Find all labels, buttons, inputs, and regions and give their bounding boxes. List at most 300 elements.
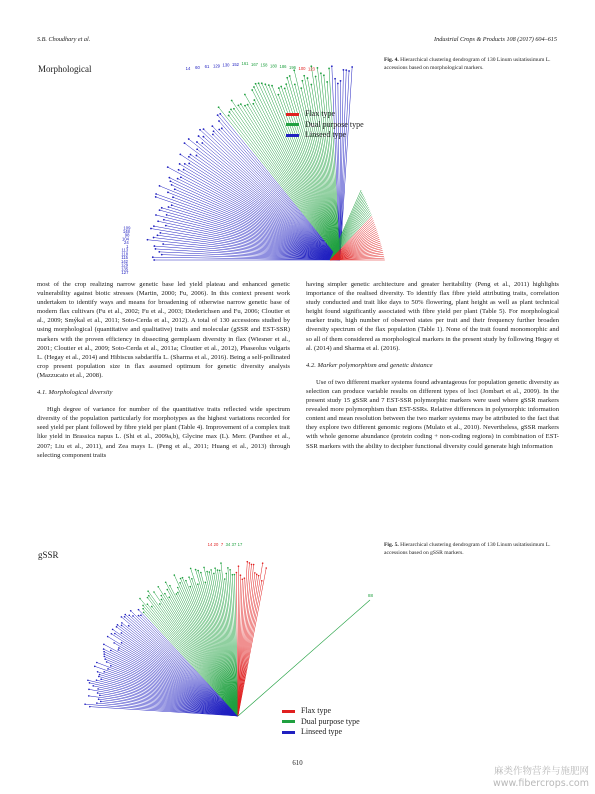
dendrogram-tip: [153, 237, 155, 239]
dendrogram-tip: [111, 633, 113, 635]
dendrogram-tip: [103, 651, 105, 653]
dendrogram-tip: [278, 87, 280, 89]
dendrogram-tip: [342, 69, 344, 71]
dendrogram-tip: [168, 177, 170, 179]
section-heading-4-2: 4.2. Marker polymorphism and genetic distance: [306, 361, 433, 369]
dendrogram-tip: [178, 169, 180, 171]
dendrogram-tip: [148, 595, 150, 597]
watermark-line-2: www.fibercrops.com: [492, 778, 589, 789]
right-paragraph-2: Use of two different marker systems found advantageous for population genetic diversity as selection can produce variable results on different types of loci (Jombart et al., 2009). In the present study 15 gSSR and 7 EST-SSR polymorphic markers were used where gSSR markers revealed more polymorphism than EST-SSRs. Relative differences in polymorphic information content and mean resolution between the two marker systems may be attributed to the fact that they explore two different genomic regions (Mulato et al., 2010). Nevertheless, gSSR markers with whole genome abundance (protein coding + non-coding regions) in combination of EST-SSR markers with the ability to decipher functional diversity could generate high information: [306, 378, 559, 450]
dendrogram-tip: [176, 593, 178, 595]
dendrogram-tip: [153, 591, 155, 593]
caption-label: Fig. 4.: [384, 57, 399, 63]
dendrogram-tip: [188, 156, 190, 158]
dendrogram-tip: [211, 125, 213, 127]
dendrogram-tip: [98, 676, 100, 678]
dendrogram-tip: [209, 571, 211, 573]
tip-label: 1: [126, 243, 129, 249]
watermark-line-1: 麻类作物营养与施肥网: [493, 766, 589, 777]
tip-label: 104: [122, 236, 130, 242]
dendrogram-tip: [128, 625, 130, 627]
dendrogram-tip: [159, 185, 161, 187]
dendrogram-tip: [159, 232, 161, 234]
dendrogram-tip: [88, 695, 90, 697]
tip-label: 161: [241, 61, 249, 66]
dendrogram-tip: [300, 87, 302, 89]
tip-label: 115: [121, 255, 129, 261]
running-header-journal: Industrial Crops & Products 108 (2017) 604–615: [434, 36, 557, 43]
left-paragraph-2: High degree of variance for number of the quantitative traits reflected wide spectrum diversity of the population particularly for morphotypes as the highest variations recorded for seed yield per plant followed by fibre yield per plant (Table 4). Improvement of a complex trait like yield in Brassica napus L. (Shi et al., 2009a,b), Glycine max (L). Merr. (Panthee et al., 2007; Liu et al., 2011), and Zea mays L. (Peng et al., 2011; Huang et al., 2013) through selecting component traits: [37, 406, 290, 459]
legend-label: Dual purpose type: [301, 716, 360, 726]
dendrogram-tip: [110, 665, 112, 667]
dendrogram-tip: [100, 701, 102, 703]
dendrogram-tip: [140, 614, 142, 616]
dendrogram-tip: [121, 642, 123, 644]
dendrogram-tip: [244, 577, 246, 579]
dendrogram-tip: [128, 614, 130, 616]
tip-label: 142: [121, 258, 129, 264]
tip-label: 100: [298, 65, 306, 71]
legend-item-dual: [286, 120, 364, 131]
right-column: [306, 280, 559, 451]
dendrogram-tip: [195, 569, 197, 571]
dendrogram-tip: [99, 674, 101, 676]
dendrogram-tip: [265, 567, 267, 569]
dendrogram-tip: [190, 154, 192, 156]
dendrogram-tip: [213, 130, 215, 132]
dendrogram-tip: [212, 133, 214, 135]
dendrogram-tip: [247, 104, 249, 106]
dendrogram-branch: [170, 181, 340, 260]
dendrogram-tip: [139, 598, 141, 600]
legend-item-flax: [282, 706, 360, 717]
dendrogram-tip: [169, 180, 171, 182]
dendrogram-tip: [179, 163, 181, 165]
dendrogram-tip: [177, 587, 179, 589]
tip-label: 61: [204, 64, 210, 70]
dendrogram-tip: [179, 582, 181, 584]
legend-item-linseed: [286, 130, 364, 141]
dendrogram-tip: [180, 578, 182, 580]
dendrogram-tip: [107, 668, 109, 670]
tip-label: 158: [260, 62, 268, 68]
dendrogram-tip: [254, 572, 256, 574]
dendrogram-tip: [177, 592, 179, 594]
dendrogram-tip: [261, 82, 263, 84]
dendrogram-tip: [205, 581, 207, 583]
dendrogram-tip: [229, 569, 231, 571]
dendrogram-tip: [252, 103, 254, 105]
figure4-panel-title: Morphological: [38, 64, 92, 74]
legend-label: Dual purpose type: [305, 119, 364, 129]
dendrogram-tip: [168, 596, 170, 598]
dendrogram-tip: [203, 136, 205, 138]
caption-text: Hierarchical clustering dendrogram of 130 Linum usitatissimum L. accessions based on morphological markers.: [384, 57, 551, 71]
dendrogram-tip: [225, 573, 227, 575]
dendrogram-tip: [147, 597, 149, 599]
dendrogram-tip: [98, 698, 100, 700]
dendrogram-tip: [251, 89, 253, 91]
dendrogram-tip: [206, 571, 208, 573]
dendrogram-tip: [242, 578, 244, 580]
dendrogram-tip: [174, 574, 176, 576]
tip-label: 98: [124, 232, 130, 238]
dendrogram-tip: [155, 214, 157, 216]
dendrogram-tip: [179, 153, 181, 155]
dendrogram-tip: [124, 614, 126, 616]
tip-label: 129: [213, 63, 220, 69]
dendrogram-tip: [164, 593, 166, 595]
dendrogram-branch: [238, 563, 249, 716]
dendrogram-tip: [294, 83, 296, 85]
tip-label: 152: [232, 61, 239, 67]
dendrogram-tip: [188, 163, 190, 165]
dendrogram-tip: [256, 574, 258, 576]
dendrogram-tip: [103, 671, 105, 673]
dendrogram-tip: [285, 83, 287, 85]
dendrogram-tip: [163, 219, 165, 221]
dendrogram-tip: [199, 129, 201, 131]
dendrogram-tip: [258, 575, 260, 577]
dendrogram-tip: [138, 609, 140, 611]
dendrogram-tip: [253, 564, 255, 566]
dendrogram-tip: [234, 574, 236, 576]
dendrogram-tip: [87, 679, 89, 681]
dendrogram-tip: [284, 87, 286, 89]
dendrogram-tip: [171, 204, 173, 206]
dendrogram-tip: [228, 115, 230, 117]
dendrogram-tip: [188, 138, 190, 140]
dendrogram-tip: [174, 188, 176, 190]
dendrogram-tip: [116, 626, 118, 628]
dendrogram-tip: [224, 578, 226, 580]
dendrogram-tip: [172, 196, 174, 198]
legend-item-linseed: [282, 727, 360, 738]
dendrogram-tip: [155, 248, 157, 250]
dendrogram-tip: [153, 245, 155, 247]
dendrogram-tip: [334, 78, 336, 80]
dendrogram-tip: [155, 193, 157, 195]
tip-label: 14: [185, 65, 191, 71]
dendrogram-tip: [203, 128, 205, 130]
dendrogram-tip: [106, 661, 108, 663]
dendrogram-tip: [117, 624, 119, 626]
dendrogram-tip: [189, 586, 191, 588]
tip-label: 118: [121, 251, 129, 257]
dendrogram-tip: [167, 166, 169, 168]
dendrogram-tip: [132, 615, 134, 617]
dendrogram-tip: [167, 191, 169, 193]
dendrogram-tip: [310, 84, 312, 86]
dendrogram-tip: [184, 163, 186, 165]
dendrogram-tip: [147, 603, 149, 605]
dendrogram-tip: [97, 692, 99, 694]
dendrogram-tip: [231, 100, 233, 102]
tip-label: 14: [207, 542, 213, 547]
dendrogram-tip: [103, 656, 105, 658]
dendrogram-tip: [289, 75, 291, 77]
dendrogram-tip: [97, 688, 99, 690]
dendrogram-tip: [96, 679, 98, 681]
dendrogram-tip: [104, 658, 106, 660]
caption-label: Fig. 5.: [384, 542, 399, 548]
dendrogram-tip: [200, 572, 202, 574]
dendrogram-tip: [118, 649, 120, 651]
tip-label: 17: [237, 542, 243, 547]
outlier-label: 88: [368, 593, 374, 598]
dendrogram-tip: [303, 75, 305, 77]
figure5-panel-title: gSSR: [38, 550, 59, 560]
dendrogram-tip: [251, 564, 253, 566]
legend-item-dual: [282, 717, 360, 728]
dendrogram-tip: [237, 105, 239, 107]
tip-label: 127: [121, 270, 129, 276]
dendrogram-tip: [113, 642, 115, 644]
dendrogram-tip: [262, 562, 264, 564]
dendrogram-tip: [165, 581, 167, 583]
dendrogram-tip: [198, 135, 200, 137]
dendrogram-tip: [103, 653, 105, 655]
dendrogram-tip: [184, 142, 186, 144]
dendrogram-tip: [214, 567, 216, 569]
running-header-authors: S.B. Choudhary et al.: [37, 36, 91, 43]
dendrogram-tip: [255, 83, 257, 85]
dendrogram-tip: [89, 706, 91, 708]
dendrogram-tip: [188, 576, 190, 578]
dendrogram-branch: [238, 574, 257, 716]
dendrogram-tip: [277, 94, 279, 96]
tip-label: 180: [270, 63, 277, 69]
dendrogram-tip: [161, 254, 163, 256]
dendrogram-tip: [307, 77, 309, 79]
dendrogram-tip: [210, 569, 212, 571]
dendrogram-tip: [218, 120, 220, 122]
page-number: 610: [292, 760, 303, 767]
dendrogram-tip: [190, 568, 192, 570]
dendrogram-tip: [280, 86, 282, 88]
outlier-branch: [238, 600, 370, 716]
dendrogram-branch: [238, 573, 255, 716]
figure5-caption: [384, 541, 559, 557]
dendrogram-tip: [147, 590, 149, 592]
figure5-legend: [282, 706, 360, 738]
dendrogram-tip: [157, 234, 159, 236]
dendrogram-tip: [142, 605, 144, 607]
dendrogram-tip: [171, 184, 173, 186]
linseed-swatch-icon: [282, 731, 295, 734]
dendrogram-tip: [89, 682, 91, 684]
dendrogram-tip: [165, 225, 167, 227]
legend-label: Flax type: [301, 706, 331, 715]
dendrogram-tip: [160, 595, 162, 597]
dendrogram-tip: [118, 647, 120, 649]
dendrogram-tip: [328, 68, 330, 70]
dendrogram-tip: [151, 606, 153, 608]
tip-label: 34: [225, 542, 231, 547]
dendrogram-tip: [213, 573, 215, 575]
dendrogram-tip: [246, 561, 248, 563]
dendrogram-tip: [84, 703, 86, 705]
legend-label: Linseed type: [305, 130, 347, 139]
dendrogram-tip: [197, 583, 199, 585]
dendrogram-tip: [261, 580, 263, 582]
dendrogram-tip: [317, 67, 319, 69]
tip-label: 196: [289, 65, 296, 70]
dendrogram-tip: [88, 689, 90, 691]
dendrogram-tip: [114, 633, 116, 635]
dendrogram-tip: [348, 70, 350, 72]
dendrogram-tip: [340, 80, 342, 82]
dendrogram-tip: [315, 76, 317, 78]
dendrogram-tip: [219, 113, 221, 115]
dendrogram-tip: [218, 106, 220, 108]
dendrogram-tip: [238, 565, 240, 567]
dendrogram-tip: [107, 636, 109, 638]
dendrogram-tip: [121, 632, 123, 634]
dendrogram-tip: [130, 610, 132, 612]
dendrogram-tip: [201, 142, 203, 144]
tip-label: 109: [123, 225, 131, 231]
dendrogram-tip: [100, 678, 102, 680]
dendrogram-tip: [301, 80, 303, 82]
dendrogram-tip: [155, 196, 157, 198]
tip-label: 123: [308, 66, 315, 72]
dendrogram-tip: [110, 650, 112, 652]
dendrogram-tip: [196, 155, 198, 157]
tip-label: 186: [279, 64, 287, 70]
dual-swatch-icon: [282, 720, 295, 723]
flax-swatch-icon: [286, 113, 299, 116]
dendrogram-tip: [94, 666, 96, 668]
dendrogram-tip: [161, 207, 163, 209]
dendrogram-tip: [152, 256, 154, 258]
dendrogram-tip: [168, 206, 170, 208]
linseed-swatch-icon: [286, 134, 299, 137]
dendrogram-tip: [203, 567, 205, 569]
dendrogram-tip: [244, 94, 246, 96]
dendrogram-tip: [177, 178, 179, 180]
tip-label: 129: [121, 262, 129, 268]
legend-label: Linseed type: [301, 727, 343, 736]
dendrogram-tip: [240, 103, 242, 105]
tip-label: 130: [222, 62, 230, 68]
dendrogram-tip: [112, 629, 114, 631]
dendrogram-tip: [337, 83, 339, 85]
tip-label: 135: [121, 266, 129, 272]
dendrogram-tip: [218, 129, 220, 131]
dendrogram-tip: [157, 220, 159, 222]
dendrogram-tip: [185, 580, 187, 582]
dendrogram-tip: [180, 176, 182, 178]
dendrogram-tip: [196, 148, 198, 150]
dendrogram-tip: [217, 569, 219, 571]
legend-label: Flax type: [305, 109, 335, 118]
dendrogram-tip: [166, 214, 168, 216]
figure4-dendrogram: [30, 55, 375, 276]
dendrogram-tip: [320, 72, 322, 74]
dendrogram-tip: [159, 603, 161, 605]
dendrogram-tip: [271, 85, 273, 87]
tip-label: 60: [195, 65, 200, 70]
dendrogram-tip: [158, 251, 160, 253]
tip-label: 113: [121, 247, 129, 253]
dendrogram-tip: [103, 644, 105, 646]
tip-label: 167: [251, 61, 258, 67]
caption-text: Hierarchical clustering dendrogram of 130 Linum usitatissimum L. accessions based on gSSR markers.: [384, 542, 551, 556]
tip-label: 148: [122, 228, 130, 234]
dendrogram-tip: [138, 615, 140, 617]
figure4-legend: [286, 109, 364, 141]
left-paragraph-1: most of the crop realizing narrow genetic base led yield plateau and enhanced genetic vulnerability against biotic stresses (Martin, 2000; Fu, 2006). In this context present work undertaken to identify ways and means for broadening of otherwise narrow genetic base of modern flax cultivars (Fu et al., 2002; Fu et al., 2003; Diederichsen and Fu, 2006; Cloutier et al., 2009; Smýkal et al., 2011; Soto-Cerda et al., 2012). A total of 130 accessions studied by using morphological (quantitative and qualitative) traits and molecular (gSSR and EST-SSR) markers with the proven efficiency in dissecting germplasm diversity in flax (Wiesner et al., 2001; Cloutier et al., 2009; Soto-Cerda et al., 2011a; Cloutier et al., 2012), Phaseolus vulgaris L. (Hegay et al., 2014) and Hibiscus sabdariffa L. (Sharma et al., 2016). Being a self-pollinated crop present population size in flax assumed optimum for genetic diversity analysis (Mazzucato et al., 2008).: [37, 281, 290, 379]
dendrogram-tip: [258, 82, 260, 84]
dendrogram-tip: [220, 562, 222, 564]
dendrogram-tip: [264, 83, 266, 85]
section-heading-4-1: 4.1. Morphological diversity: [37, 389, 113, 397]
dendrogram-tip: [121, 622, 123, 624]
dendrogram-tip: [217, 114, 219, 116]
dendrogram-tip: [150, 228, 152, 230]
dendrogram-tip: [162, 243, 164, 245]
dendrogram-tip: [196, 141, 198, 143]
dendrogram-tip: [166, 589, 168, 591]
dendrogram-tip: [153, 259, 155, 261]
dendrogram-tip: [227, 567, 229, 569]
dendrogram-tip: [351, 66, 353, 68]
dendrogram-tip: [142, 608, 144, 610]
dendrogram-tip: [169, 585, 171, 587]
dendrogram-tip: [240, 574, 242, 576]
dendrogram-tip: [253, 86, 255, 88]
dendrogram-tip: [268, 84, 270, 86]
left-column: [37, 280, 290, 460]
watermark: [493, 766, 589, 790]
dendrogram-tip: [229, 111, 231, 113]
tip-label: 37: [231, 542, 237, 547]
dendrogram-tip: [147, 239, 149, 241]
dendrogram-tip: [253, 99, 255, 101]
dendrogram-tip: [244, 105, 246, 107]
dendrogram-tip: [121, 616, 123, 618]
dendrogram-tip: [219, 570, 221, 572]
dendrogram-tip: [249, 562, 251, 564]
dendrogram-tip: [153, 225, 155, 227]
dendrogram-tip: [182, 577, 184, 579]
dendrogram-tip: [326, 81, 328, 83]
dendrogram-tip: [197, 570, 199, 572]
dendrogram-tip: [92, 685, 94, 687]
dual-swatch-icon: [286, 123, 299, 126]
dendrogram-tip: [236, 572, 238, 574]
dendrogram-tip: [233, 108, 235, 110]
figure4-caption: [384, 56, 559, 72]
dendrogram-tip: [96, 702, 98, 704]
dendrogram-tip: [124, 616, 126, 618]
dendrogram-tip: [97, 671, 99, 673]
flax-swatch-icon: [282, 710, 295, 713]
dendrogram-tip: [143, 611, 145, 613]
tip-label: 24: [124, 240, 129, 246]
dendrogram-tip: [191, 578, 193, 580]
dendrogram-tip: [286, 77, 288, 79]
dendrogram-tip: [345, 69, 347, 71]
dendrogram-tip: [157, 586, 159, 588]
tip-label: 20: [213, 542, 219, 547]
dendrogram-tip: [331, 65, 333, 67]
dendrogram-tip: [230, 109, 232, 111]
dendrogram-tip: [121, 625, 123, 627]
dendrogram-tip: [183, 169, 185, 171]
dendrogram-tip: [221, 127, 223, 129]
